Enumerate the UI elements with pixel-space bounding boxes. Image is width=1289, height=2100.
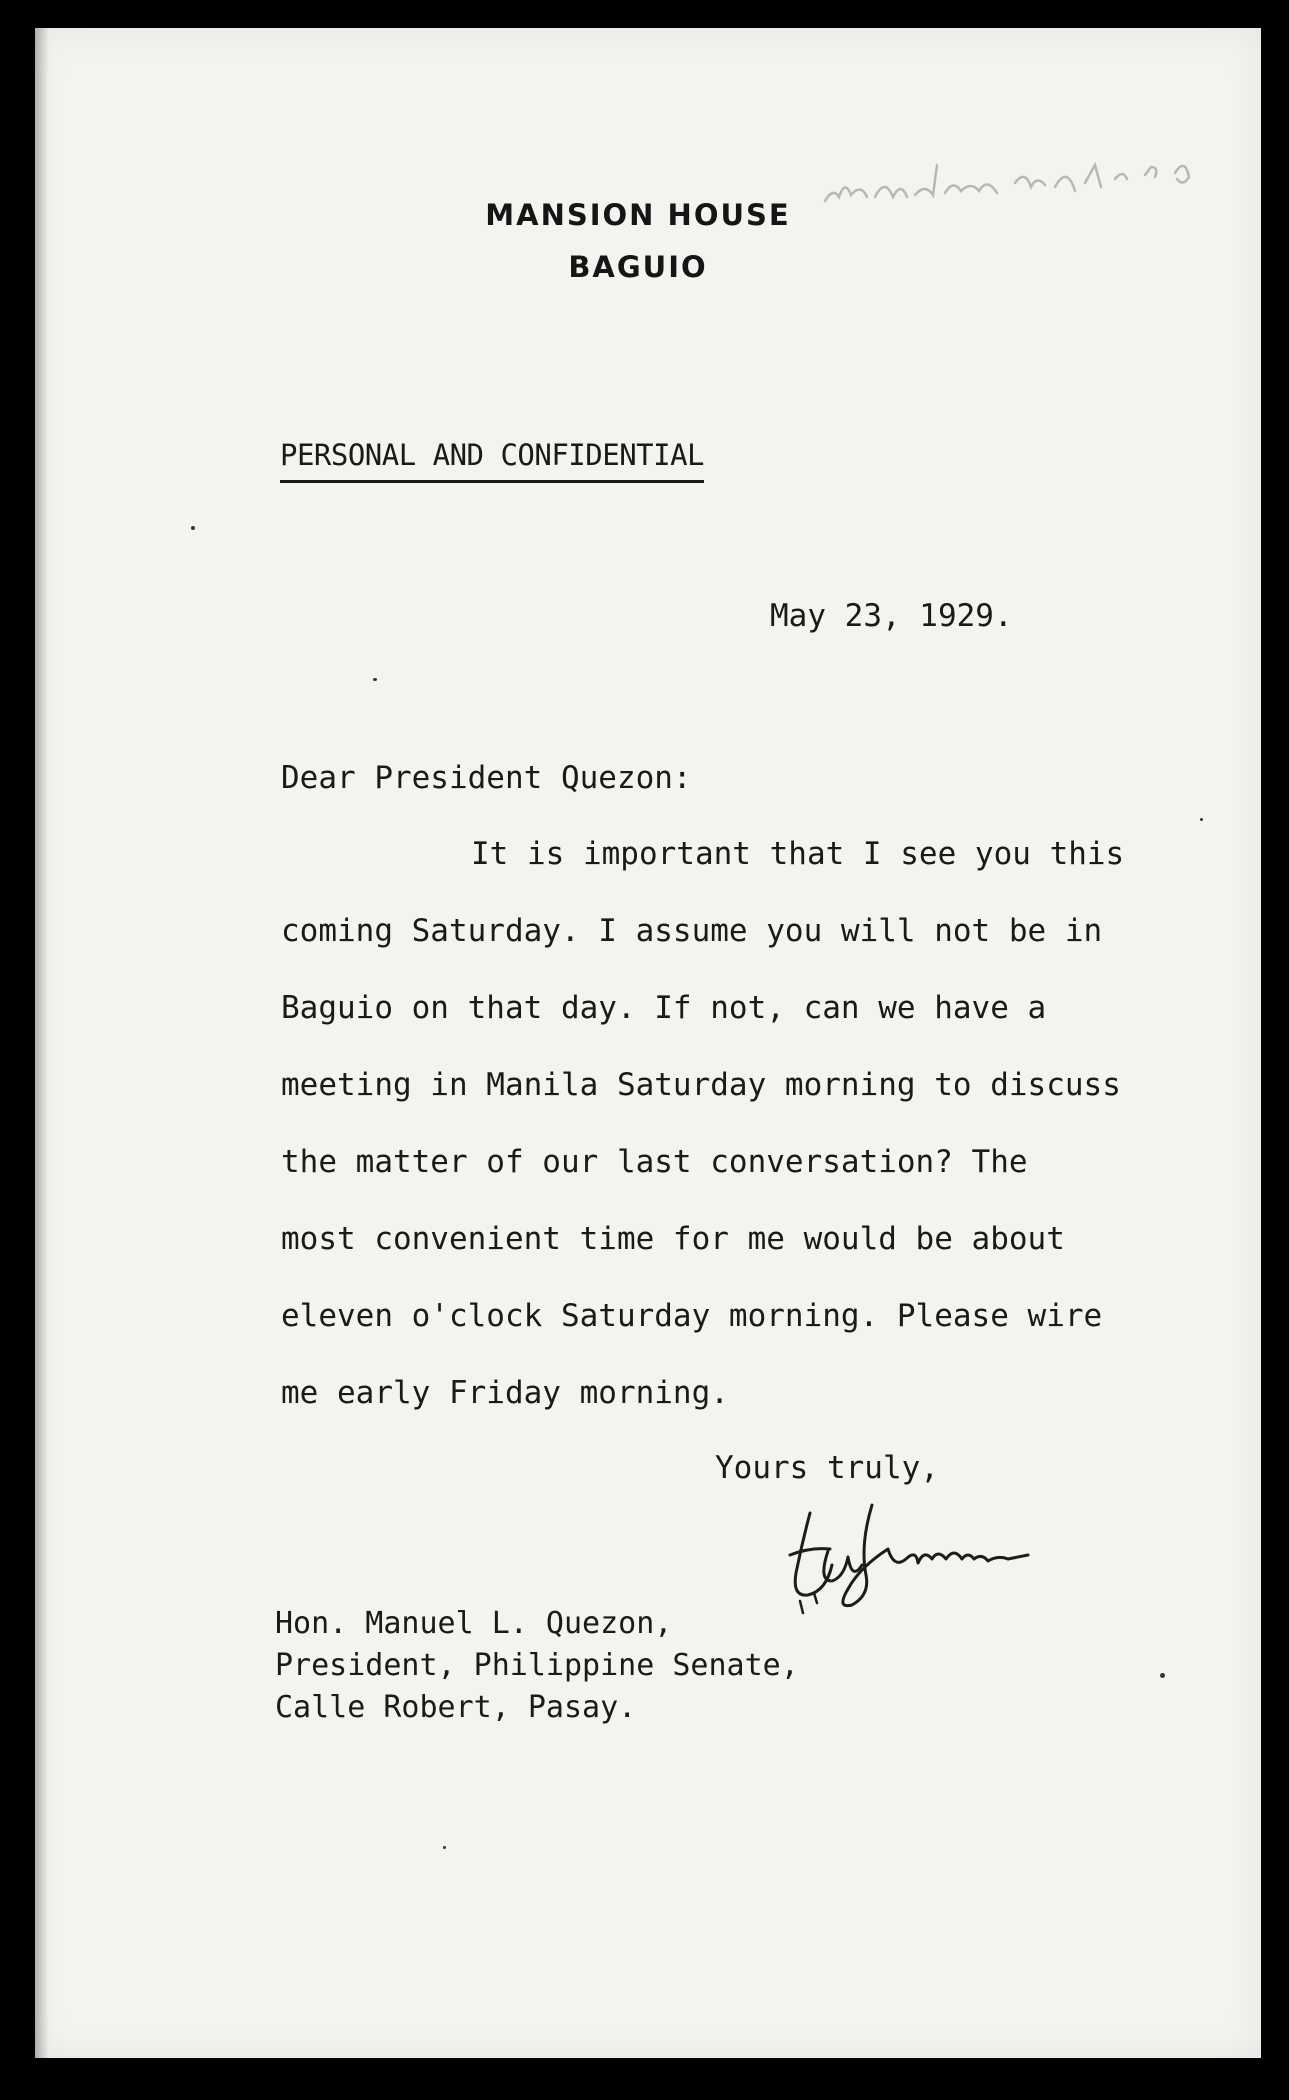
scan-speck	[191, 526, 195, 530]
address-line: Calle Robert, Pasay.	[275, 1690, 637, 1725]
letterhead-line-1: MANSION HOUSE	[485, 198, 791, 232]
letter-date: May 23, 1929.	[770, 598, 1013, 634]
address-line: Hon. Manuel L. Quezon,	[275, 1606, 673, 1641]
scan-speck	[1160, 1673, 1165, 1678]
address-line: President, Philippine Senate,	[275, 1648, 799, 1683]
body-line: coming Saturday. I assume you will not be in	[281, 913, 1103, 949]
closing: Yours truly,	[715, 1450, 939, 1486]
scan-edge-shadow	[35, 28, 49, 2058]
body-line: the matter of our last conversation? The	[281, 1144, 1028, 1180]
confidential-marking: PERSONAL AND CONFIDENTIAL	[280, 438, 704, 483]
scan-speck	[373, 678, 377, 681]
handwritten-signature	[780, 1493, 1100, 1628]
body-line: eleven o'clock Saturday morning. Please wire	[281, 1298, 1103, 1334]
body-line: It is important that I see you this	[471, 836, 1125, 872]
body-line: Baguio on that day. If not, can we have a	[281, 990, 1047, 1026]
scan-speck	[1200, 818, 1203, 821]
body-line: me early Friday morning.	[281, 1375, 729, 1411]
scan-speck	[443, 1846, 446, 1849]
letterhead-line-2: BAGUIO	[568, 250, 708, 284]
body-line: most convenient time for me would be about	[281, 1221, 1065, 1257]
salutation: Dear President Quezon:	[281, 760, 692, 796]
body-line: meeting in Manila Saturday morning to discuss	[281, 1067, 1121, 1103]
letter-page	[35, 28, 1261, 2058]
